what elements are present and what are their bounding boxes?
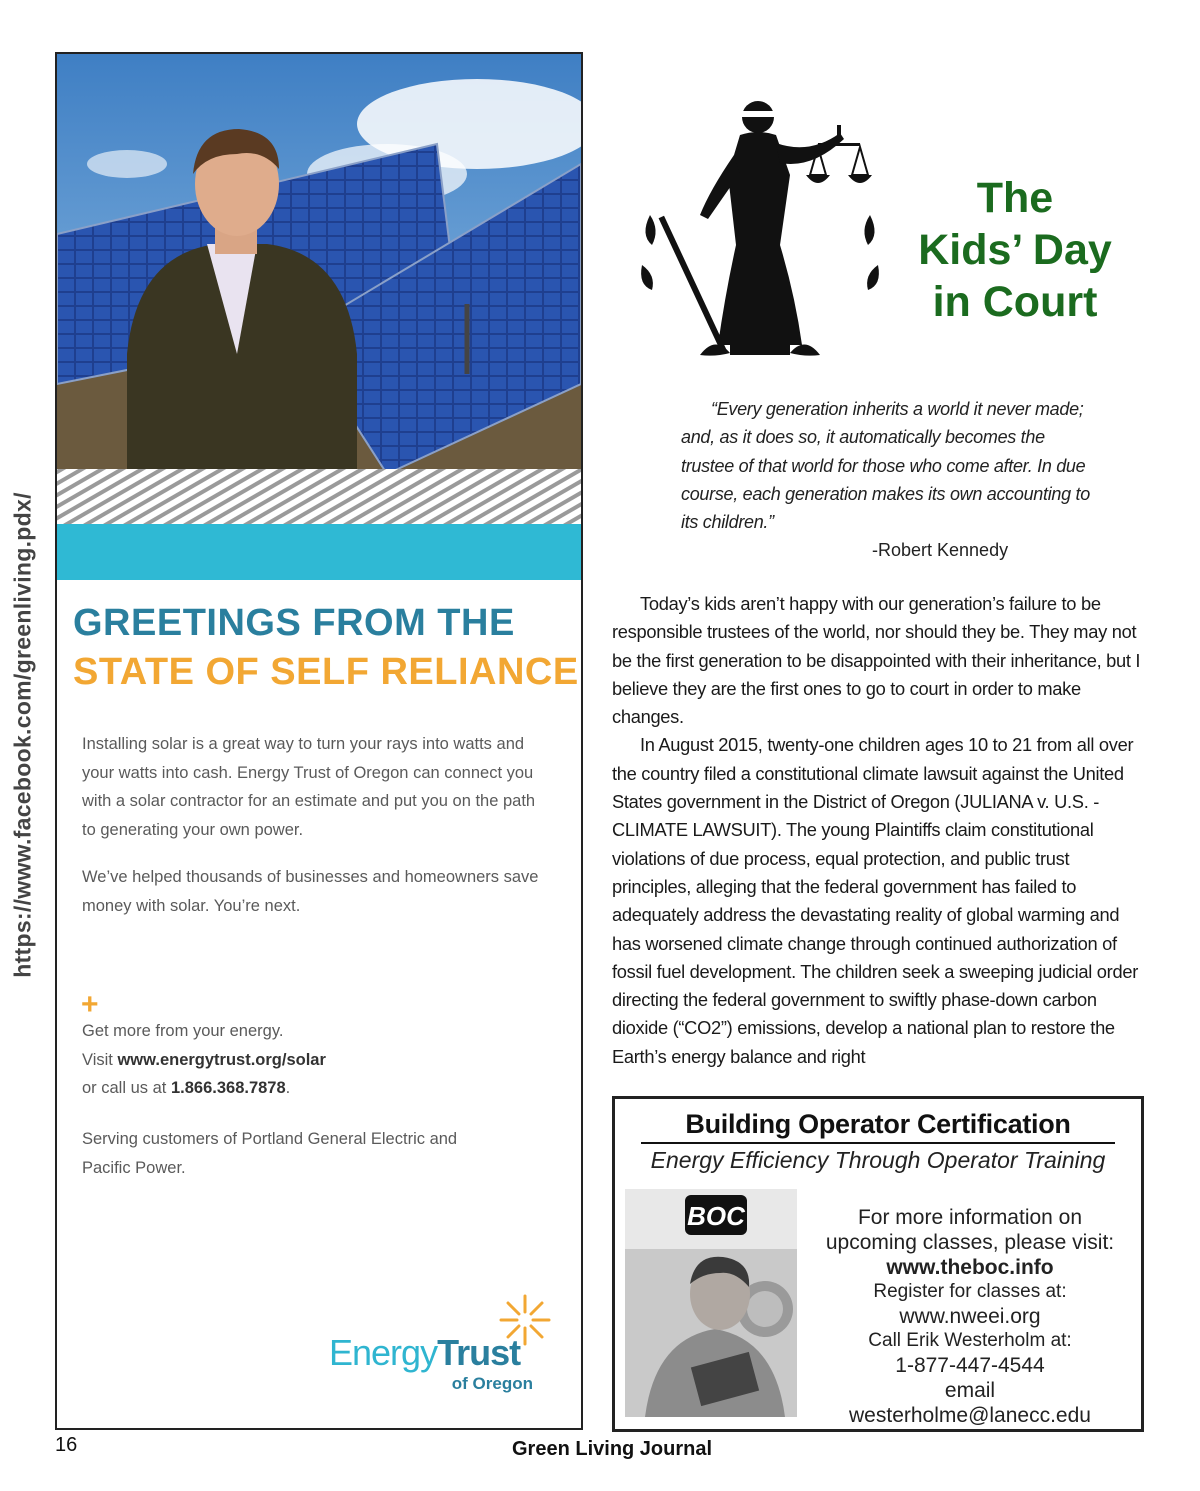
ad-cyan-stripe (57, 524, 581, 580)
article-paragraph: In August 2015, twenty-one children ages 10 to 21 from all over the country filed a constitutional climate lawsuit against the United States government in the District of Oregon (JULIANA v. U.S. - CLIMATE LAWSUIT). The young Plaintiffs claim constitutional violations of due process, equal protection, and public trust principles, alleging that the federal government has failed to adequately address the devastating reality of global warming and has worsened climate change through continued authorization of fossil fuel development. The children seek a sweeping judicial order directing the federal government to swiftly phase-down carbon dioxide (“CO2”) emissions, develop a national plan to restore the Earth’s energy balance and right (612, 734, 1138, 1067)
page-number: 16 (55, 1434, 78, 1456)
boc-url-1[interactable]: www.theboc.info (886, 1256, 1054, 1279)
ad-serving-text: Serving customers of Portland General Electric and Pacific Power. (82, 1130, 458, 1177)
boc-contact-info (815, 1205, 1125, 1428)
energy-trust-ad (55, 52, 583, 1430)
boc-info-line-1: For more information on (857, 1206, 1083, 1229)
ad-paragraph-1: Installing solar is a great way to turn your rays into watts and your watts into cash. Energy Trust of Oregon can connect you with a solar contractor for an estimate and put you on the path to generating your own power. (82, 735, 536, 839)
logo-energy: Energy (329, 1332, 438, 1373)
boc-title-underline (641, 1142, 1115, 1144)
ad-phone[interactable]: 1.866.368.7878 (170, 1079, 286, 1097)
boc-subtitle: Energy Efficiency Through Operator Training (650, 1147, 1106, 1173)
ad-paragraph-2: We’ve helped thousands of businesses and homeowners save money with solar. You’re next. (82, 868, 539, 915)
energy-trust-logo[interactable] (329, 1332, 549, 1394)
sunburst-icon (497, 1292, 553, 1348)
boc-ad (612, 1096, 1144, 1432)
boc-student-photo (625, 1189, 797, 1417)
solar-panel-photo (57, 54, 581, 524)
article-paragraph: Today’s kids aren’t happy with our generation’s failure to be responsible trustees of the world, nor should they be. They may not be the first generation to be disappointed with their inheritance, but I believe they are the first ones to go to court in order to make changes. (612, 593, 1141, 728)
logo-trust: Trust (437, 1332, 521, 1373)
facebook-url-vertical[interactable] (0, 470, 46, 1000)
ad-cta-line: Get more from your energy. (82, 1022, 284, 1040)
boc-url-2[interactable]: www.nweei.org (899, 1305, 1041, 1328)
ad-headline-1: GREETINGS FROM THE (73, 602, 515, 644)
article-title-line-1: The (976, 174, 1054, 222)
ad-cta-call: or call us at 1.866.368.7878. (82, 1079, 291, 1097)
ad-cta-block (82, 1017, 326, 1103)
boc-register: Register for classes at: (873, 1281, 1067, 1302)
ad-headline-2: STATE OF SELF RELIANCE (73, 651, 579, 693)
logo-of-oregon: of Oregon (451, 1374, 533, 1393)
boc-email-label: email (944, 1379, 996, 1402)
boc-info-line-2: upcoming classes, please visit: (825, 1231, 1115, 1254)
publication-name: Green Living Journal (512, 1438, 713, 1460)
ad-cta-visit: Visit www.energytrust.org/solar (82, 1050, 326, 1069)
ad-url-link[interactable]: www.energytrust.org/solar (117, 1050, 326, 1069)
lady-justice-icon (630, 95, 900, 375)
article-quote (681, 395, 1091, 536)
boc-badge: BOC (687, 1201, 745, 1231)
boc-call: Call Erik Westerholm at: (868, 1330, 1072, 1351)
article-body (612, 590, 1147, 1071)
quote-text: “Every generation inherits a world it never made; and, as it does so, it automatically becomes the trustee of that world for those who come after. In due course, each generation makes its own accounting to its children.” (681, 399, 1090, 533)
plus-icon: + (81, 988, 99, 1021)
facebook-url-text[interactable]: https://www.facebook.com/greenliving.pdx/ (9, 492, 36, 978)
article-title-line-2: Kids’ Day (918, 226, 1112, 274)
boc-title: Building Operator Certification (685, 1109, 1071, 1139)
boc-email[interactable]: westerholme@lanecc.edu (849, 1404, 1091, 1427)
article-title (900, 172, 1130, 328)
article-title-line-3: in Court (932, 278, 1098, 326)
quote-attribution: -Robert Kennedy (872, 540, 1009, 560)
boc-phone[interactable]: 1-877-447-4544 (895, 1354, 1045, 1377)
